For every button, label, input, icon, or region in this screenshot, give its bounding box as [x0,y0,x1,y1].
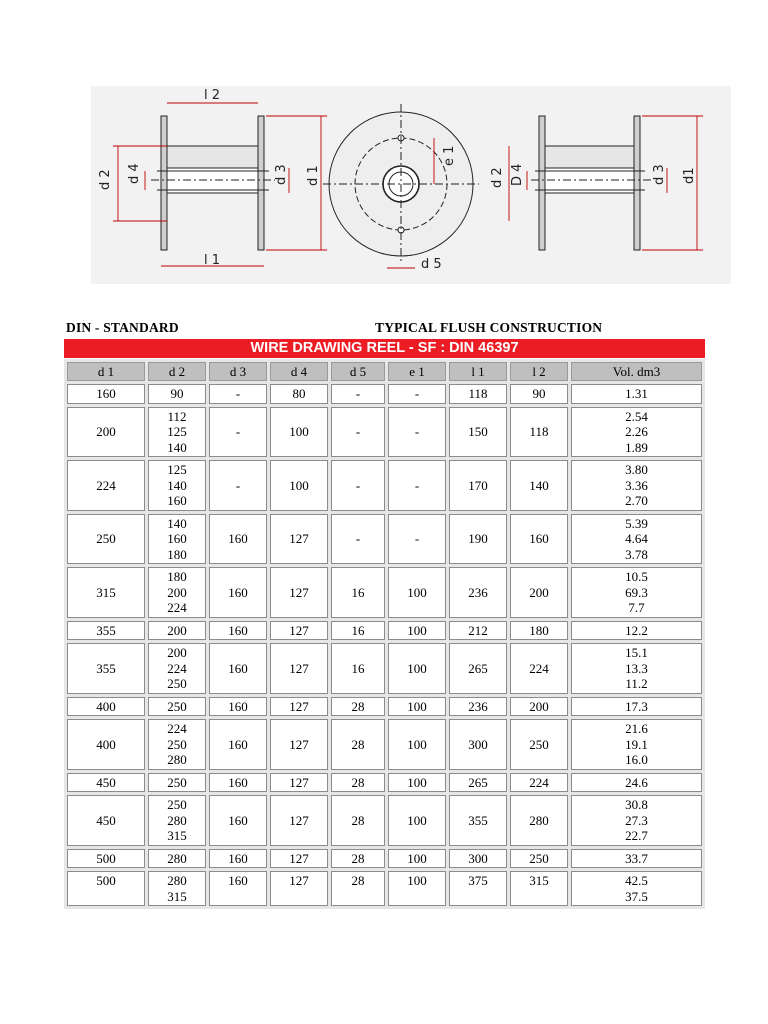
cell-vol [571,567,702,618]
spec-table [64,359,705,909]
cell-d3: 160 [209,514,267,565]
cell-vol-line: 1.89 [625,439,648,455]
cell-l1: 236 [449,697,507,717]
label-d4: d 4 [127,163,142,184]
table-row [67,407,702,458]
cell-d2-line: 250 [167,676,187,691]
column-header-e1: e 1 [388,362,446,381]
cell-l2: 200 [510,697,568,717]
cell-vol-line: 24.6 [625,774,648,790]
cell-vol-line: 3.78 [625,546,648,562]
cell-d2-line: 250 [167,774,187,790]
cell-e1: 100 [388,643,446,694]
cell-d2 [148,384,206,404]
cell-d4: 127 [270,514,328,565]
cell-e1: - [388,384,446,404]
cell-d2 [148,643,206,694]
cell-d5: 16 [331,567,385,618]
cell-d4: 127 [270,621,328,641]
cell-d1: 500 [67,849,145,869]
cell-l2: 90 [510,384,568,404]
cell-d1: 450 [67,795,145,846]
cell-vol-line: 27.3 [625,812,648,828]
cell-d4: 127 [270,567,328,618]
cell-d5: - [331,384,385,404]
label-d2: d 2 [98,169,113,190]
cell-vol [571,643,702,694]
cell-d5: - [331,460,385,511]
cell-l2: 180 [510,621,568,641]
cell-l2: 140 [510,460,568,511]
cell-l2: 118 [510,407,568,458]
cell-d3: 160 [209,871,267,906]
cell-vol-line: 3.36 [625,477,648,493]
cell-d2-line: 280 [167,752,187,767]
cell-e1: 100 [388,795,446,846]
cell-d5: - [331,514,385,565]
cell-d2 [148,567,206,618]
cell-d5: 28 [331,849,385,869]
cell-d2-line: 180 [167,569,187,584]
cell-d4: 127 [270,871,328,906]
cell-d1: 500 [67,871,145,906]
cell-vol-line: 1.31 [625,386,648,401]
cell-d2-line: 140 [167,439,187,455]
cell-l1: 265 [449,773,507,793]
cell-d2 [148,697,206,717]
cell-d4: 127 [270,773,328,793]
cell-l2: 315 [510,871,568,906]
cell-d2-line: 250 [167,698,187,714]
cell-vol-line: 42.5 [625,873,648,888]
cell-e1: 100 [388,621,446,641]
label-right-d1: d1 [682,167,697,184]
cell-d2-line: 125 [167,424,187,439]
cell-d2-line: 315 [167,888,187,904]
construction-heading: TYPICAL FLUSH CONSTRUCTION [375,320,603,335]
cell-l1: 150 [449,407,507,458]
cell-d3: - [209,384,267,404]
cell-d3: 160 [209,849,267,869]
cell-vol-line: 69.3 [625,584,648,600]
cell-vol-line: 5.39 [625,515,648,531]
table-row [67,460,702,511]
cell-vol-line: 13.3 [625,660,648,676]
cell-e1: 100 [388,773,446,793]
table-row [67,871,702,906]
cell-vol-line: 15.1 [625,645,648,660]
cell-d2-line: 180 [167,546,187,562]
cell-d3: 160 [209,773,267,793]
cell-e1: 100 [388,849,446,869]
table-row [67,621,702,641]
cell-l2: 224 [510,643,568,694]
cell-vol-line: 2.26 [625,424,648,439]
cell-d2 [148,460,206,511]
cell-vol [571,871,702,906]
table-header-row [67,362,702,381]
cell-l2: 280 [510,795,568,846]
cell-d4: 127 [270,795,328,846]
cell-vol [571,621,702,641]
cell-d1: 400 [67,719,145,770]
cell-d2-line: 280 [167,873,187,888]
label-d1: d 1 [306,165,321,186]
cell-vol-line: 11.2 [625,676,648,691]
cell-d2-line: 200 [167,645,187,660]
cell-d3: 160 [209,643,267,694]
cell-vol-line: 19.1 [625,736,648,752]
cell-d1: 450 [67,773,145,793]
cell-e1: - [388,514,446,565]
cell-vol-line: 22.7 [625,828,648,843]
cell-l1: 190 [449,514,507,565]
label-l1: l 1 [204,253,221,268]
cell-d2 [148,871,206,906]
cell-d3: 160 [209,719,267,770]
cell-vol-line: 17.3 [625,698,648,714]
cell-d2 [148,773,206,793]
cell-vol-line: 33.7 [625,850,648,866]
cell-d5: 28 [331,871,385,906]
table-row [67,643,702,694]
cell-d2-line: 140 [167,477,187,493]
cell-l1: 236 [449,567,507,618]
cell-d5: 16 [331,643,385,694]
cell-vol-line: 4.64 [625,531,648,546]
cell-d2-line: 160 [167,531,187,546]
cell-d2 [148,719,206,770]
cell-d1: 200 [67,407,145,458]
din-standard-heading: DIN - STANDARD [66,320,179,335]
cell-d2-line: 315 [167,828,187,843]
cell-d2-line: 224 [167,660,187,676]
table-row [67,697,702,717]
table-row [67,719,702,770]
cell-d4: 100 [270,407,328,458]
label-right-d2: d 2 [490,167,505,188]
cell-l1: 300 [449,719,507,770]
cell-d5: 28 [331,773,385,793]
cell-d2-line: 112 [167,408,187,424]
table-row [67,795,702,846]
cell-l1: 300 [449,849,507,869]
cell-vol [571,795,702,846]
cell-d3: 160 [209,697,267,717]
cell-d1: 315 [67,567,145,618]
cell-vol-line: 16.0 [625,752,648,767]
column-header-d3: d 3 [209,362,267,381]
cell-d5: 28 [331,697,385,717]
cell-d4: 127 [270,697,328,717]
cell-e1: 100 [388,871,446,906]
front-view [323,104,479,264]
cell-d5: 16 [331,621,385,641]
column-header-d5: d 5 [331,362,385,381]
cell-d4: 80 [270,384,328,404]
cell-vol-line: 21.6 [625,721,648,736]
cell-d1: 400 [67,697,145,717]
cell-d4: 100 [270,460,328,511]
cell-vol-line: 7.7 [628,600,645,615]
label-d3: d 3 [274,164,289,185]
cell-vol [571,514,702,565]
cell-d2 [148,514,206,565]
label-right-d4: D 4 [510,163,525,186]
cell-d2-line: 250 [167,797,187,812]
cell-l1: 375 [449,871,507,906]
cell-d2-line: 140 [167,515,187,531]
cell-l1: 118 [449,384,507,404]
cell-d5: 28 [331,795,385,846]
cell-d2 [148,621,206,641]
cell-d1: 250 [67,514,145,565]
cell-d5: 28 [331,719,385,770]
label-e1: e 1 [442,145,457,166]
cell-d2-line: 200 [167,622,187,638]
cell-vol-line: 3.80 [625,462,648,477]
cell-d1: 355 [67,621,145,641]
right-side-view [531,116,651,250]
cell-d2-line: 90 [170,386,184,401]
label-l2: l 2 [204,88,221,103]
cell-vol [571,719,702,770]
cell-d2 [148,407,206,458]
cell-e1: 100 [388,567,446,618]
cell-e1: - [388,407,446,458]
cell-d2 [148,849,206,869]
cell-d2 [148,795,206,846]
cell-d1: 160 [67,384,145,404]
cell-e1: 100 [388,719,446,770]
column-header-d1: d 1 [67,362,145,381]
cell-d2-line: 200 [167,584,187,600]
cell-d4: 127 [270,849,328,869]
cell-vol-line: 30.8 [625,797,648,812]
cell-l1: 170 [449,460,507,511]
cell-l2: 200 [510,567,568,618]
table-body [67,384,702,906]
cell-d2-line: 224 [167,600,187,615]
cell-l2: 250 [510,719,568,770]
table-row [67,514,702,565]
cell-d4: 127 [270,719,328,770]
cell-vol-line: 12.2 [625,622,648,638]
cell-vol [571,407,702,458]
reel-drawing [91,86,731,284]
column-header-d4: d 4 [270,362,328,381]
column-header-l2: l 2 [510,362,568,381]
column-header-d2: d 2 [148,362,206,381]
cell-vol [571,773,702,793]
cell-d3: 160 [209,795,267,846]
label-right-d3: d 3 [652,164,667,185]
cell-d2-line: 160 [167,493,187,508]
reel-drawing-svg [91,86,731,284]
cell-d3: 160 [209,567,267,618]
cell-d3: - [209,407,267,458]
cell-vol-line: 10.5 [625,569,648,584]
cell-d3: 160 [209,621,267,641]
table-row [67,384,702,404]
table-row [67,849,702,869]
cell-l2: 224 [510,773,568,793]
cell-d4: 127 [270,643,328,694]
cell-l2: 160 [510,514,568,565]
cell-l1: 355 [449,795,507,846]
table-row [67,567,702,618]
cell-e1: 100 [388,697,446,717]
cell-e1: - [388,460,446,511]
cell-vol [571,697,702,717]
cell-d5: - [331,407,385,458]
cell-d2-line: 280 [167,850,187,866]
cell-l1: 265 [449,643,507,694]
cell-vol-line: 2.70 [625,493,648,508]
cell-d2-line: 250 [167,736,187,752]
cell-d2-line: 125 [167,462,187,477]
cell-vol [571,460,702,511]
label-d5: d 5 [421,257,442,272]
cell-l2: 250 [510,849,568,869]
cell-vol-line: 37.5 [625,888,648,904]
cell-vol-line: 2.54 [625,408,648,424]
table-title-bar: WIRE DRAWING REEL - SF : DIN 46397 [64,339,705,358]
table-row [67,773,702,793]
column-header-l1: l 1 [449,362,507,381]
cell-d1: 355 [67,643,145,694]
cell-d2-line: 280 [167,812,187,828]
cell-d2-line: 224 [167,721,187,736]
column-header-vol: Vol. dm3 [571,362,702,381]
cell-d3: - [209,460,267,511]
cell-d1: 224 [67,460,145,511]
cell-l1: 212 [449,621,507,641]
cell-vol [571,384,702,404]
left-side-view [151,116,275,250]
cell-vol [571,849,702,869]
